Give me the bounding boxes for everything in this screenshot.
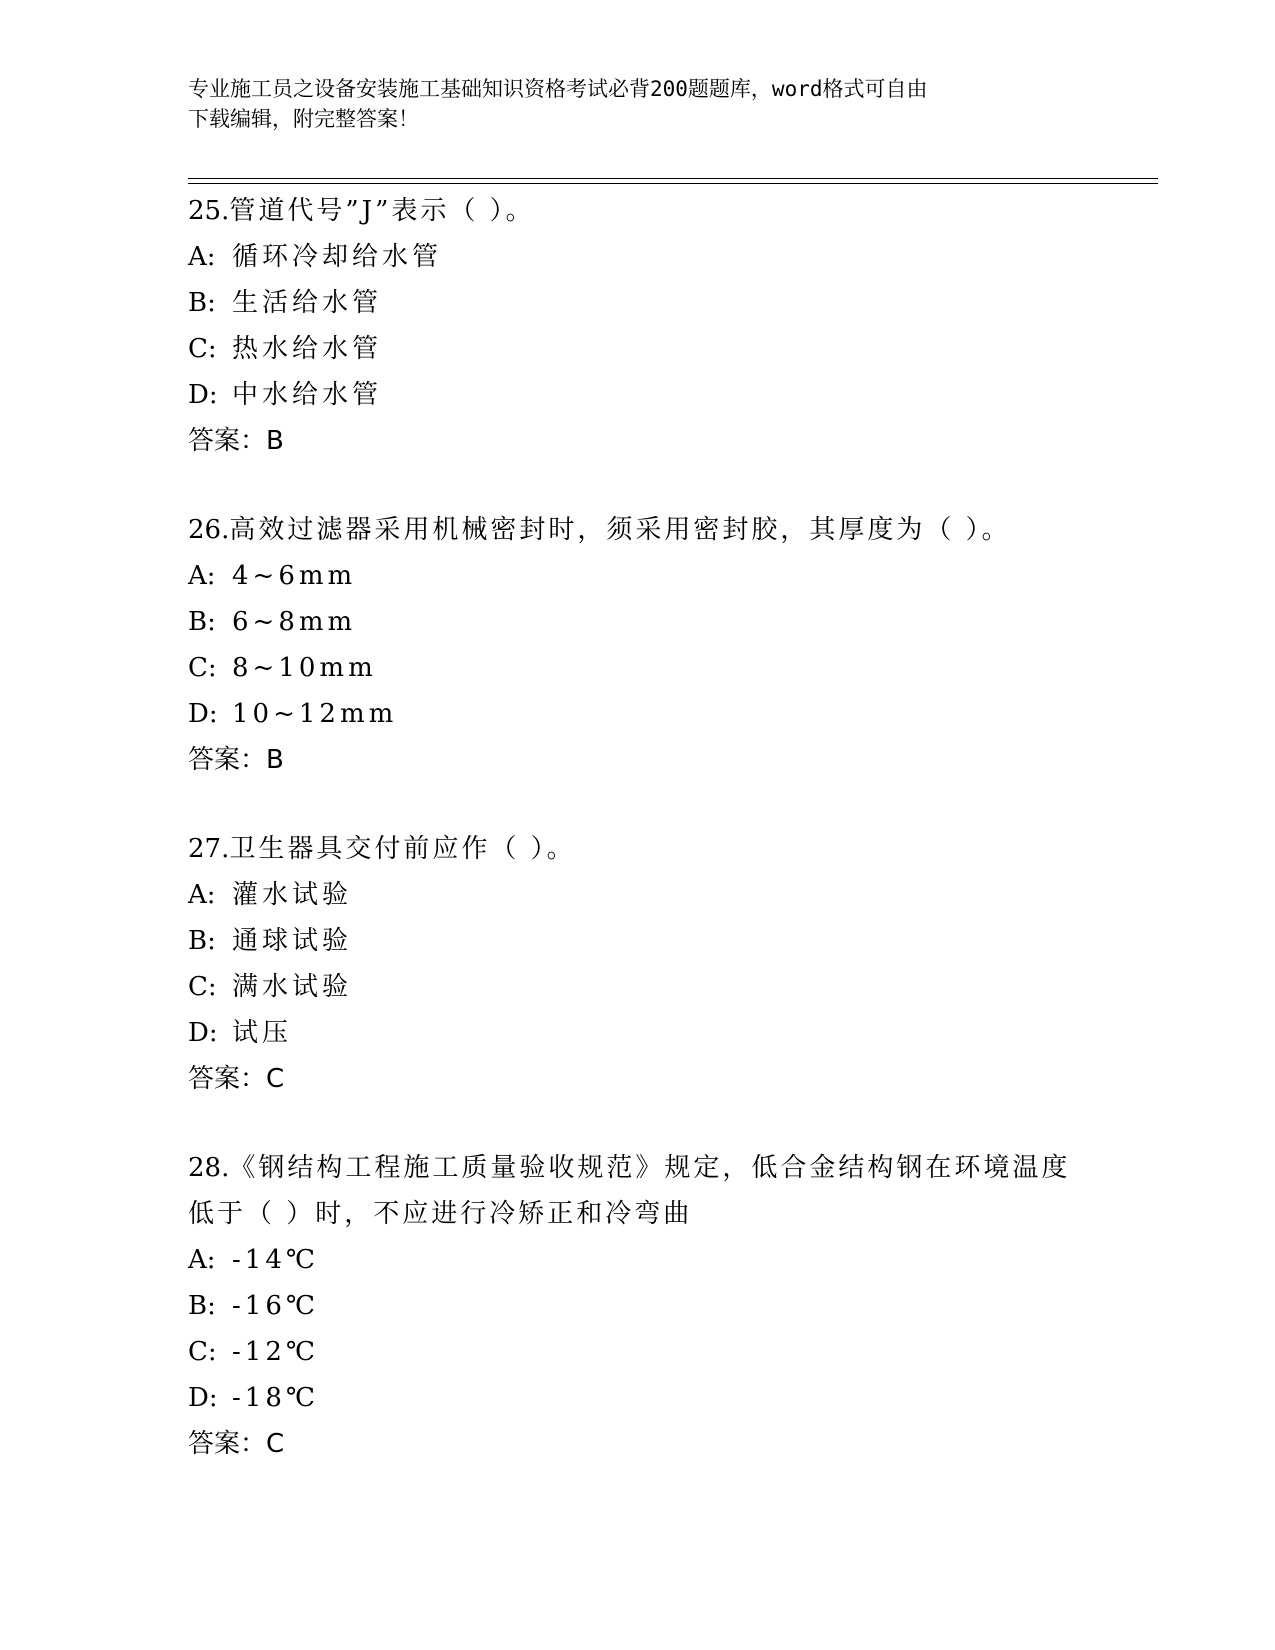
question-number: 28. xyxy=(188,1153,230,1183)
option-text: 试压 xyxy=(232,1018,293,1048)
question-stem-text: 管道代号”J”表示（ ）。 xyxy=(229,196,535,226)
option-text: 循环冷却给水管 xyxy=(232,242,443,272)
option-text: 4~6mm xyxy=(232,561,357,591)
option-text: 满水试验 xyxy=(232,972,353,1002)
option-a xyxy=(188,553,1148,599)
option-d xyxy=(188,372,1148,418)
option-letter: D: xyxy=(188,380,218,410)
question-stem-continuation xyxy=(188,1191,1148,1237)
answer-label: 答案： xyxy=(188,426,267,456)
question-26 xyxy=(188,507,1148,783)
option-text: 8~10mm xyxy=(232,653,377,683)
option-b xyxy=(188,280,1148,326)
option-text: 热水给水管 xyxy=(232,334,383,364)
question-stem xyxy=(188,507,1148,553)
option-text: 10~12mm xyxy=(232,699,398,729)
option-text: 中水给水管 xyxy=(232,380,383,410)
option-text: -18℃ xyxy=(232,1383,319,1413)
option-c xyxy=(188,1329,1148,1375)
option-letter: C: xyxy=(188,972,217,1002)
question-number: 26. xyxy=(188,515,230,545)
question-number: 25. xyxy=(188,196,230,226)
option-a xyxy=(188,234,1148,280)
option-letter: B: xyxy=(188,288,216,318)
question-stem xyxy=(188,826,1148,872)
answer-line xyxy=(188,1056,1148,1102)
option-letter: A: xyxy=(188,1245,216,1275)
option-d xyxy=(188,1375,1148,1421)
question-stem-text: 《钢结构工程施工质量验收规范》规定，低合金结构钢在环境温度 xyxy=(229,1153,1071,1183)
option-text: 通球试验 xyxy=(232,926,353,956)
question-number: 27. xyxy=(188,834,230,864)
header-line-1: 专业施工员之设备安装施工基础知识资格考试必背200题题库，word格式可自由 xyxy=(188,77,928,101)
question-25 xyxy=(188,188,1148,464)
option-letter: C: xyxy=(188,334,217,364)
option-letter: A: xyxy=(188,242,216,272)
option-a xyxy=(188,872,1148,918)
option-b xyxy=(188,1283,1148,1329)
option-c xyxy=(188,326,1148,372)
option-text: -12℃ xyxy=(232,1337,319,1367)
question-28 xyxy=(188,1145,1148,1467)
header-divider-bottom xyxy=(188,183,1158,184)
header-line-2: 下载编辑，附完整答案！ xyxy=(188,107,419,131)
question-stem xyxy=(188,188,1148,234)
option-letter: B: xyxy=(188,926,216,956)
answer-label: 答案： xyxy=(188,745,267,775)
header-divider-top xyxy=(188,178,1158,179)
question-stem-text: 低于（ ）时，不应进行冷矫正和冷弯曲 xyxy=(188,1199,693,1229)
option-b xyxy=(188,918,1148,964)
option-letter: A: xyxy=(188,880,216,910)
option-letter: D: xyxy=(188,699,218,729)
answer-line xyxy=(188,737,1148,783)
answer-value: B xyxy=(266,745,284,775)
option-a xyxy=(188,1237,1148,1283)
option-letter: D: xyxy=(188,1018,218,1048)
option-letter: C: xyxy=(188,1337,217,1367)
question-stem-text: 卫生器具交付前应作（ ）。 xyxy=(229,834,576,864)
answer-value: C xyxy=(266,1429,285,1459)
option-letter: D: xyxy=(188,1383,218,1413)
option-letter: C: xyxy=(188,653,217,683)
option-letter: A: xyxy=(188,561,216,591)
option-text: 6~8mm xyxy=(232,607,357,637)
option-letter: B: xyxy=(188,607,216,637)
option-text: -16℃ xyxy=(232,1291,319,1321)
answer-label: 答案： xyxy=(188,1429,267,1459)
answer-value: B xyxy=(266,426,284,456)
option-d xyxy=(188,691,1148,737)
option-letter: B: xyxy=(188,1291,216,1321)
option-d xyxy=(188,1010,1148,1056)
option-text: 灌水试验 xyxy=(232,880,353,910)
option-b xyxy=(188,599,1148,645)
question-stem-text: 高效过滤器采用机械密封时，须采用密封胶，其厚度为（ ）。 xyxy=(229,515,1011,545)
answer-line xyxy=(188,1421,1148,1467)
question-list xyxy=(188,188,1148,1510)
answer-value: C xyxy=(266,1064,285,1094)
document-header xyxy=(188,74,1088,134)
option-text: -14℃ xyxy=(232,1245,319,1275)
option-c xyxy=(188,964,1148,1010)
question-stem xyxy=(188,1145,1148,1191)
option-text: 生活给水管 xyxy=(232,288,383,318)
answer-line xyxy=(188,418,1148,464)
answer-label: 答案： xyxy=(188,1064,267,1094)
option-c xyxy=(188,645,1148,691)
question-27 xyxy=(188,826,1148,1102)
